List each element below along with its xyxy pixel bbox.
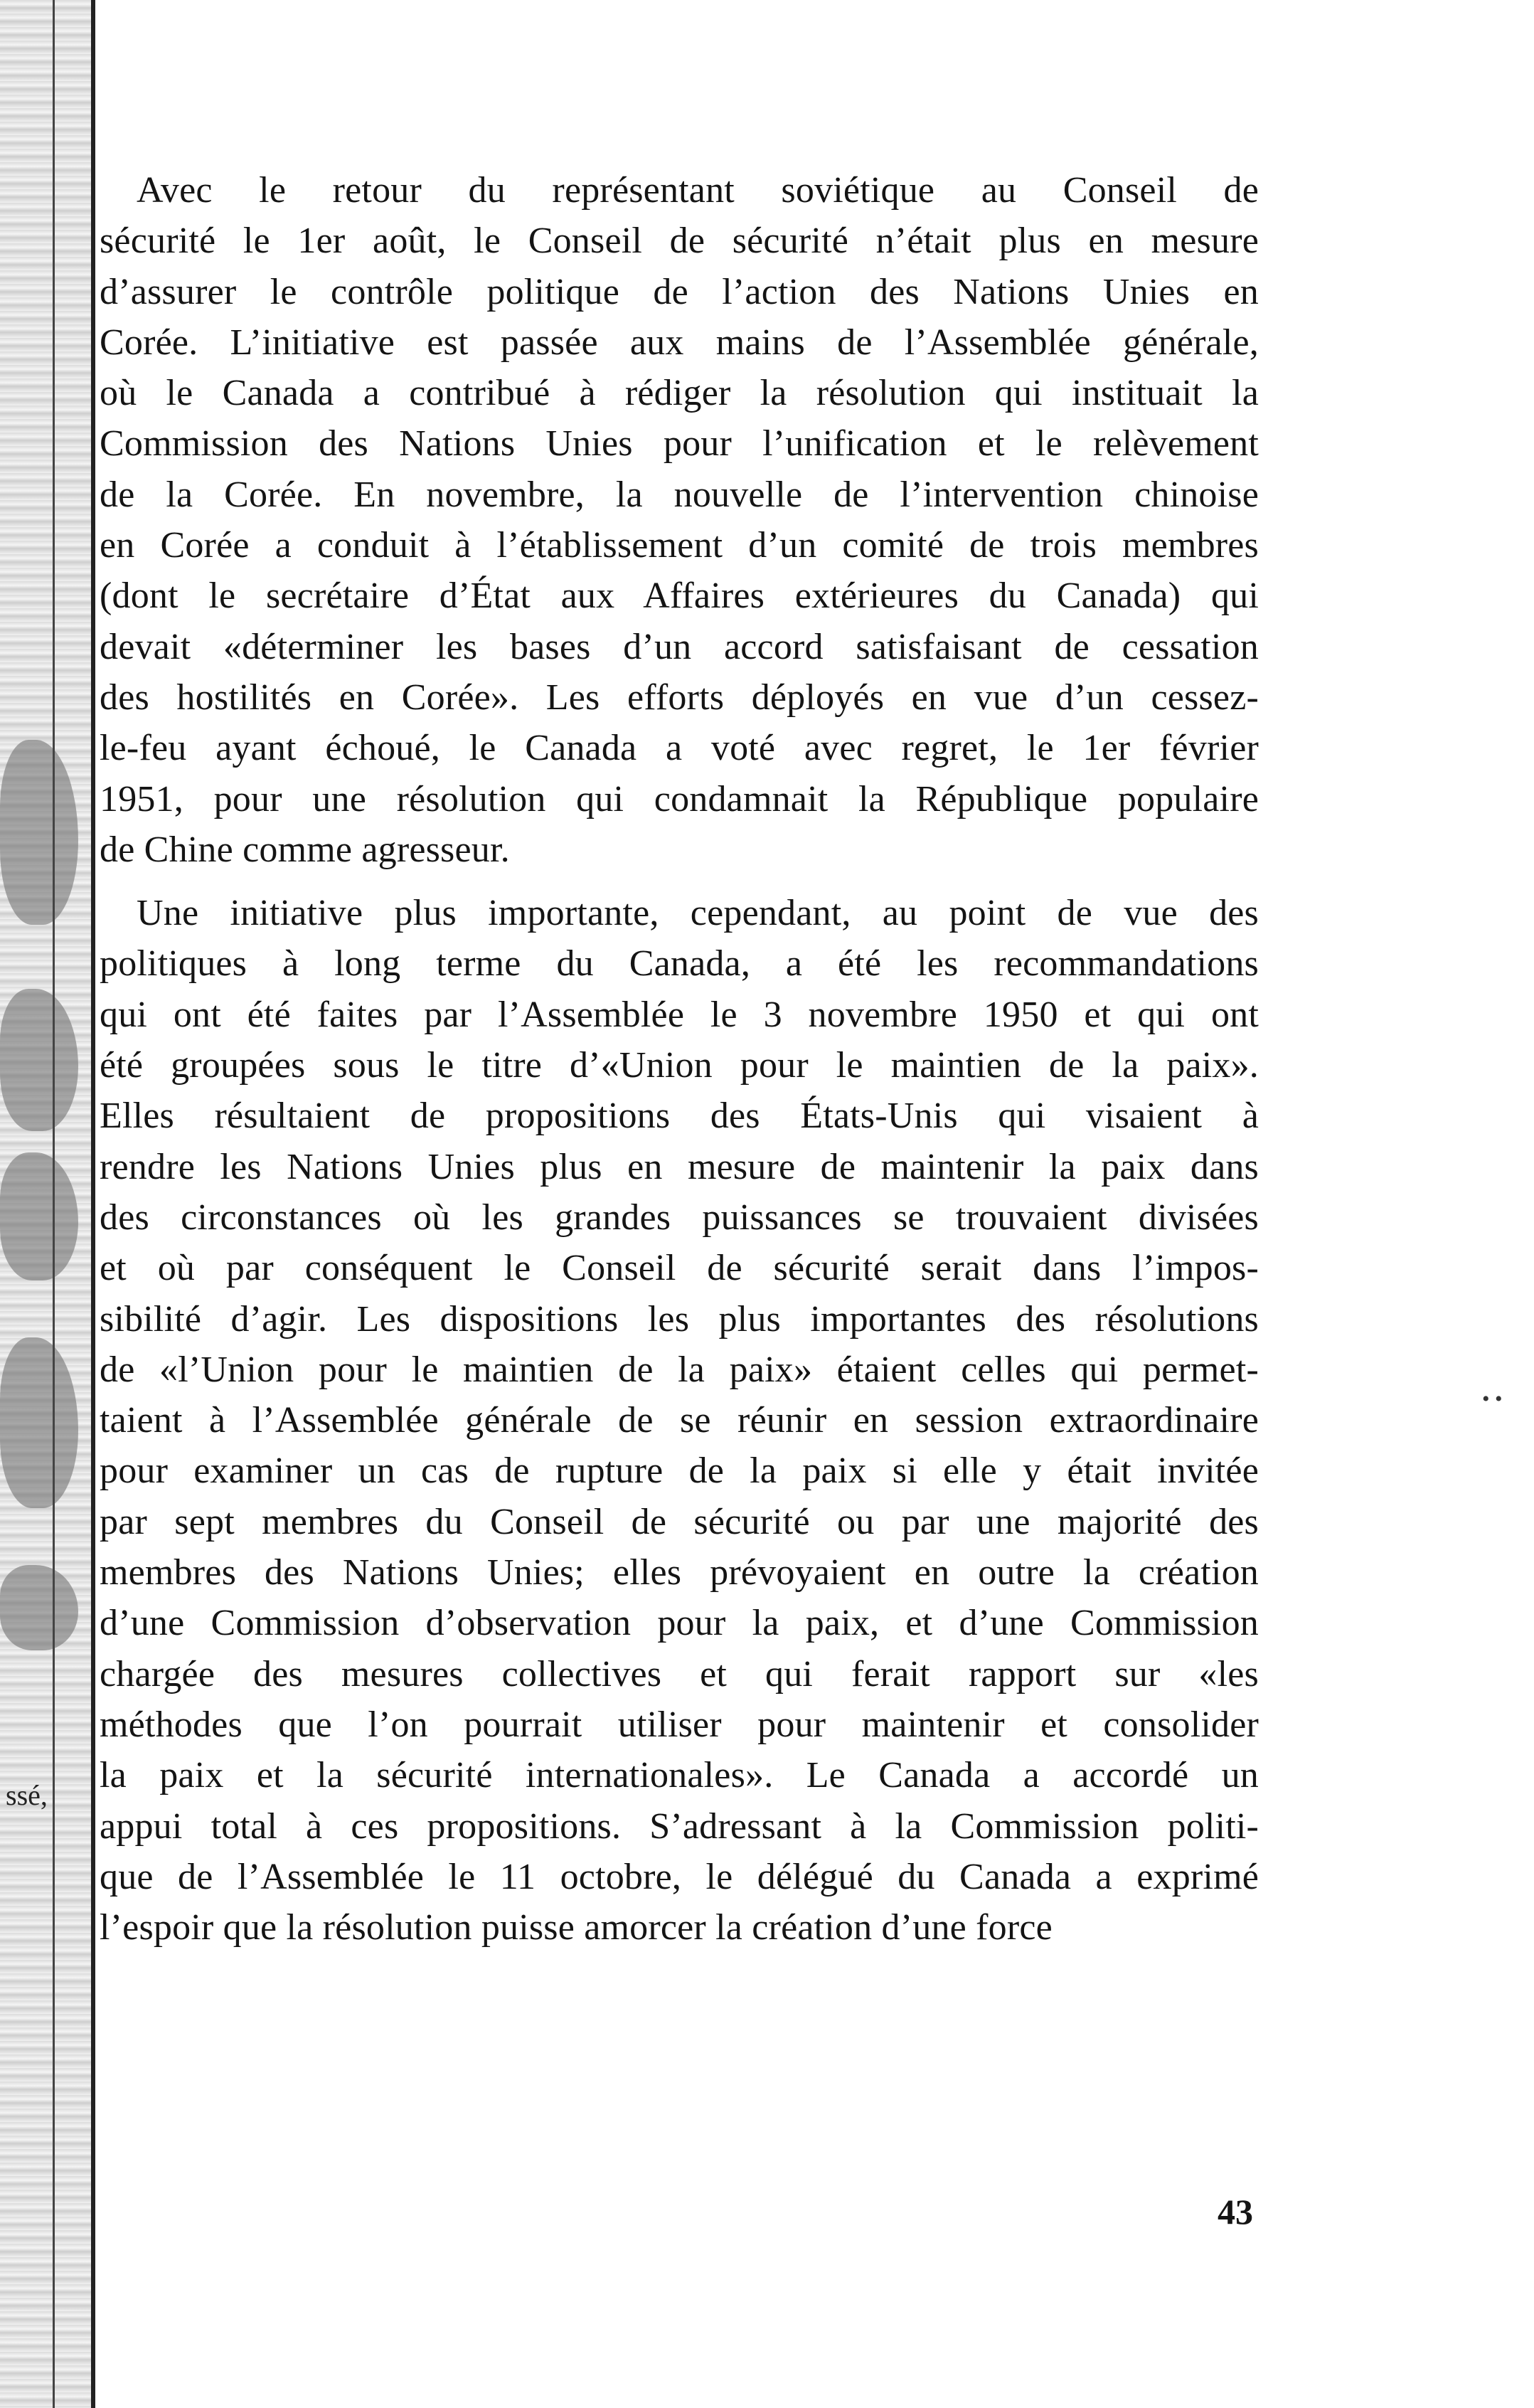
text-line: membres des Nations Unies; elles prévoyaient en outre la création (100, 1552, 1259, 1593)
adjacent-page-edge (0, 0, 92, 2408)
text-line: de Chine comme agresseur. (100, 829, 510, 870)
text-line: taient à l’Assemblée générale de se réunir en session extraordinaire (100, 1400, 1259, 1441)
text-line: pour examiner un cas de rupture de la paix si elle y était invitée (100, 1450, 1259, 1492)
text-line: le-feu ayant échoué, le Canada a voté avec regret, le 1er février (100, 728, 1259, 769)
text-line: de la Corée. En novembre, la nouvelle de l’intervention chinoise (100, 474, 1259, 515)
page-number: 43 (1218, 2192, 1253, 2232)
text-line: d’assurer le contrôle politique de l’action des Nations Unies en (100, 271, 1259, 312)
text-line: l’espoir que la résolution puisse amorcer la création d’une force (100, 1907, 1053, 1948)
text-line: rendre les Nations Unies plus en mesure de maintenir la paix dans (100, 1146, 1259, 1187)
page-border-line (91, 0, 95, 2408)
text-line: Avec le retour du représentant soviétique au Conseil de (137, 170, 1259, 211)
text-line: méthodes que l’on pourrait utiliser pour maintenir et consolider (100, 1704, 1259, 1745)
text-line: que de l’Assemblée le 11 octobre, le délégué du Canada a exprimé (100, 1856, 1259, 1897)
scan-artifact (0, 1152, 78, 1280)
text-line: (dont le secrétaire d’État aux Affaires extérieures du Canada) qui (100, 576, 1259, 617)
paragraph (100, 165, 1259, 875)
text-line: Corée. L’initiative est passée aux mains de l’Assemblée générale, (100, 322, 1259, 363)
text-line: appui total à ces propositions. S’adressant à la Commission politi- (100, 1805, 1259, 1847)
binding-shadow (53, 0, 55, 2408)
text-line: et où par conséquent le Conseil de sécurité serait dans l’impos- (100, 1248, 1259, 1289)
text-line: des hostilités en Corée». Les efforts déployés en vue d’un cessez- (100, 677, 1259, 718)
text-line: chargée des mesures collectives et qui ferait rapport sur «les (100, 1653, 1259, 1694)
scan-specks: • • (1482, 1387, 1503, 1411)
adjacent-page-fragment: ssé, (6, 1779, 48, 1811)
text-line: sécurité le 1er août, le Conseil de sécurité n’était plus en mesure (100, 221, 1259, 262)
scan-artifact (0, 989, 78, 1131)
text-line: des circonstances où les grandes puissances se trouvaient divisées (100, 1197, 1259, 1238)
text-line: 1951, pour une résolution qui condamnait la République populaire (100, 778, 1259, 820)
text-line: par sept membres du Conseil de sécurité ou par une majorité des (100, 1501, 1259, 1542)
text-line: où le Canada a contribué à rédiger la résolution qui instituait la (100, 373, 1259, 414)
text-line: politiques à long terme du Canada, a été les recommandations (100, 943, 1259, 985)
text-line: qui ont été faites par l’Assemblée le 3 novembre 1950 et qui ont (100, 994, 1259, 1035)
paragraph (100, 888, 1259, 1953)
text-line: de «l’Union pour le maintien de la paix» étaient celles qui permet- (100, 1349, 1259, 1390)
text-line: sibilité d’agir. Les dispositions les plus importantes des résolutions (100, 1298, 1259, 1340)
text-line: en Corée a conduit à l’établissement d’un comité de trois membres (100, 525, 1259, 566)
text-line: Une initiative plus importante, cependant, au point de vue des (137, 893, 1259, 934)
scan-artifact (0, 1337, 78, 1508)
text-line: été groupées sous le titre d’«Union pour le maintien de la paix». (100, 1045, 1259, 1086)
text-line: d’une Commission d’observation pour la paix, et d’une Commission (100, 1603, 1259, 1644)
body-text (100, 165, 1259, 1966)
scan-artifact (0, 740, 78, 925)
text-line: devait «déterminer les bases d’un accord satisfaisant de cessation (100, 626, 1259, 667)
text-line: Elles résultaient de propositions des États-Unis qui visaient à (100, 1096, 1259, 1137)
text-line: la paix et la sécurité internationales». Le Canada a accordé un (100, 1755, 1259, 1796)
scan-artifact (0, 1565, 78, 1650)
text-line: Commission des Nations Unies pour l’unification et le relèvement (100, 423, 1259, 465)
